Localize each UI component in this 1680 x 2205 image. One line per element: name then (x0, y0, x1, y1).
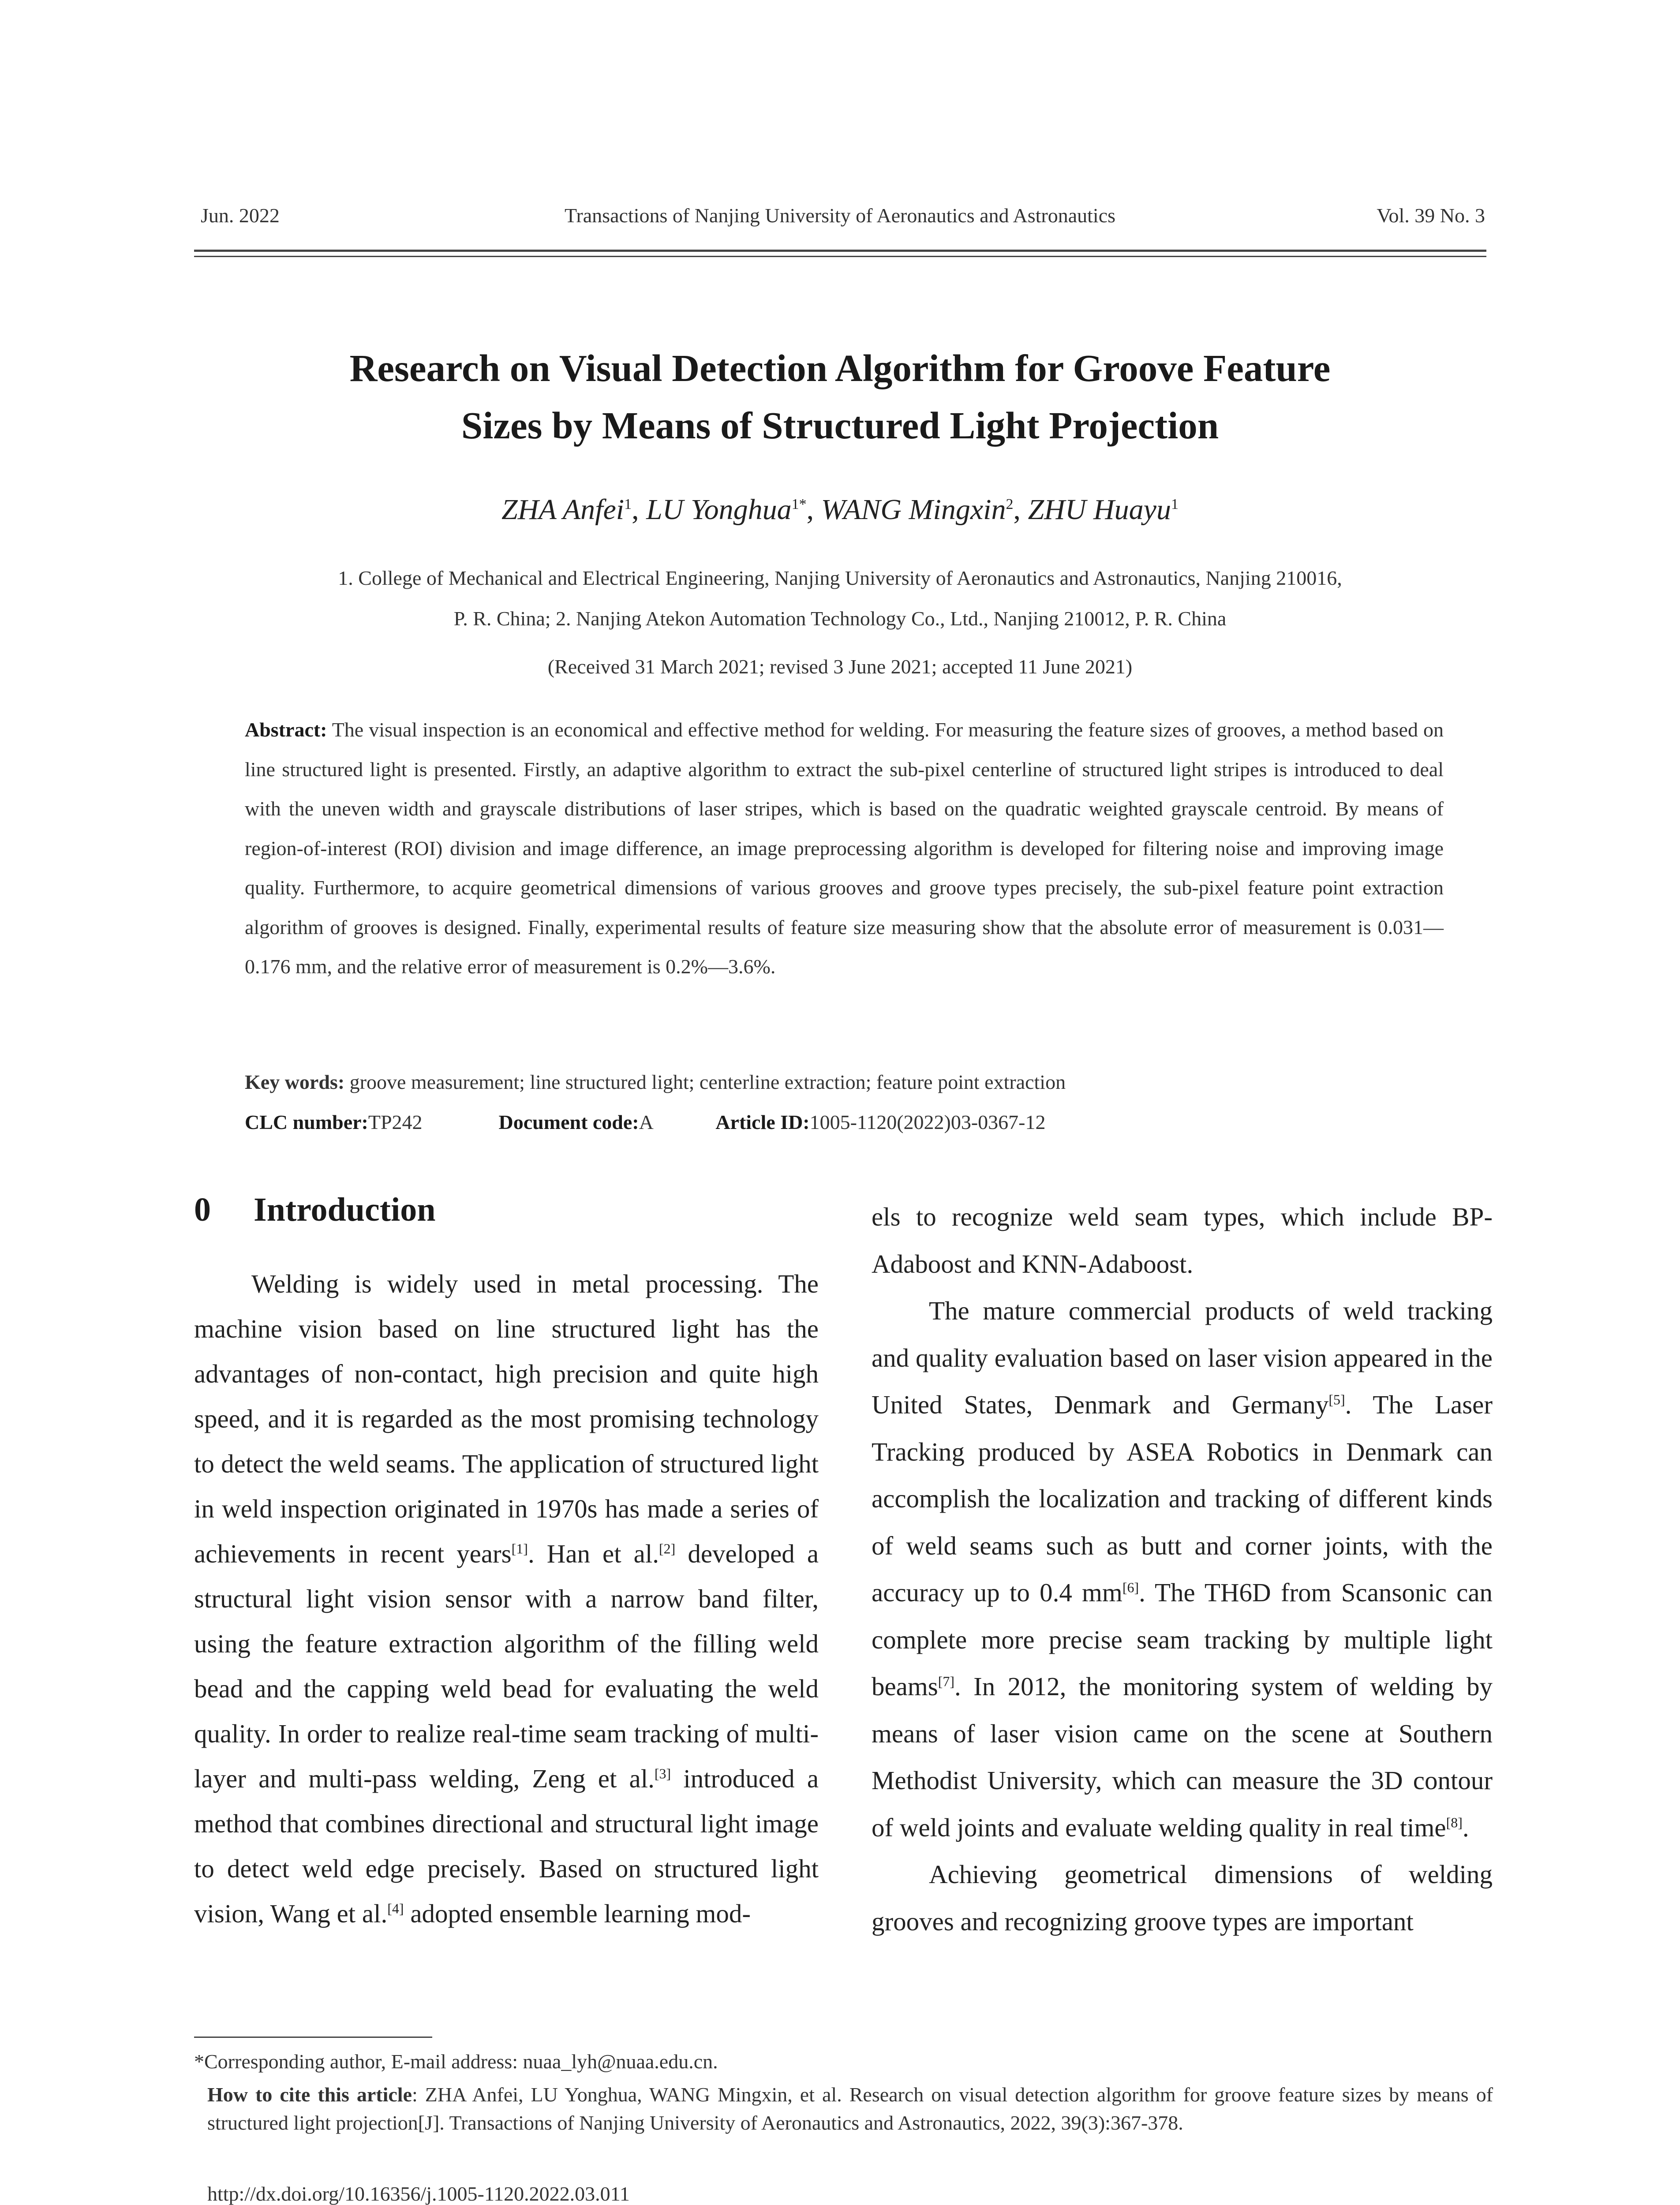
paragraph-text: . The TH6D from Scansonic can complete more precise seam tracking by multiple light beams (872, 1578, 1493, 1701)
document-code-value: A (639, 1111, 653, 1133)
title-line-2: Sizes by Means of Structured Light Projection (461, 404, 1219, 447)
article-id-label: Article ID: (715, 1111, 810, 1133)
header-rule-thin (194, 256, 1486, 257)
section-number: 0 (194, 1191, 211, 1228)
paragraph-text: introduced a method that combines directional and structural light image to detect weld edge precisely. Based on structured light vision, Wang et al. (194, 1764, 819, 1928)
clc-value: TP242 (368, 1111, 423, 1133)
classification-row (245, 1110, 1444, 1134)
affiliations (0, 558, 1680, 639)
author-mark: 2 (1006, 496, 1014, 512)
header-rule-thick (194, 250, 1486, 252)
citation-reference[interactable]: [6] (1122, 1579, 1139, 1596)
clc-label: CLC number: (245, 1111, 368, 1133)
citation-reference[interactable]: [1] (511, 1540, 528, 1557)
footnote-rule (194, 2037, 432, 2038)
paragraph-text: The mature commercial products of weld tracking and quality evaluation based on laser vision appeared in the United States, Denmark and Germany (872, 1296, 1493, 1419)
title-line-1: Research on Visual Detection Algorithm for Groove Feature (349, 347, 1331, 389)
author-list (0, 493, 1680, 527)
abstract (245, 710, 1444, 987)
keywords (245, 1070, 1444, 1094)
author-name: LU Yonghua (646, 493, 792, 526)
header-date: Jun. 2022 (201, 204, 280, 227)
paper-title (0, 340, 1680, 454)
paragraph (194, 1261, 819, 1936)
affiliation-line: 1. College of Mechanical and Electrical Engineering, Nanjing University of Aeronautics and Astronautics, Nanjing 210016, (338, 567, 1342, 589)
article-id-value: 1005-1120(2022)03-0367-12 (809, 1111, 1046, 1133)
paragraph-text: Welding is widely used in metal processing. The machine vision based on line structured light has the advantages of non-contact, high precision and quite high speed, and it is regarded as the most promising technology to detect the weld seams. The application of structured light in weld inspection originated in 1970s has made a series of achievements in recent years (194, 1269, 819, 1568)
author-mark: 1 (1171, 496, 1179, 512)
citation-reference[interactable]: [8] (1446, 1814, 1463, 1830)
paragraph-text: . Han et al. (528, 1539, 659, 1568)
paragraph-text: developed a structural light vision sensor with a narrow band filter, using the feature extraction algorithm of the filling weld bead and the capping weld bead for evaluating the weld quality. In order to realize real-time seam tracking of multi-layer and multi-pass welding, Zeng et al. (194, 1539, 819, 1793)
section-title: Introduction (254, 1191, 436, 1228)
author-mark: 1* (791, 496, 807, 512)
author-name: ZHU Huayu (1028, 493, 1171, 526)
corresponding-author-note: *Corresponding author, E-mail address: nuaa_lyh@nuaa.edu.cn. (194, 2050, 718, 2073)
section-heading (194, 1191, 435, 1229)
paragraph-text: adopted ensemble learning mod- (404, 1899, 751, 1928)
citation-note (207, 2081, 1493, 2137)
citation-reference[interactable]: [4] (387, 1900, 404, 1917)
abstract-text: The visual inspection is an economical and effective method for welding. For measuring the feature sizes of grooves, a method based on line structured light is presented. Firstly, an adaptive algorithm to extract the sub-pixel centerline of structured light stripes is introduced to deal with the uneven width and grayscale distributions of laser stripes, which is based on the quadratic weighted grayscale centroid. By means of region-of-interest (ROI) division and image difference, an image preprocessing algorithm is developed for filtering noise and improving image quality. Furthermore, to acquire geometrical dimensions of various grooves and groove types precisely, the sub-pixel feature point extraction algorithm of grooves is designed. Finally, experimental results of feature size measuring show that the absolute error of measurement is 0.031—0.176 mm, and the relative error of measurement is 0.2%—3.6%. (245, 718, 1444, 978)
paragraph-text: . In 2012, the monitoring system of welding by means of laser vision came on the scene at Southern Methodist University, which can measure the 3D contour of weld joints and evaluate welding quality in real time (872, 1672, 1493, 1842)
paragraph-text: . (1462, 1813, 1469, 1842)
abstract-label: Abstract: (245, 718, 327, 741)
left-column (194, 1261, 819, 1936)
citation-reference[interactable]: [3] (654, 1765, 671, 1782)
header-journal-name: Transactions of Nanjing University of Aeronautics and Astronautics (564, 204, 1116, 227)
paragraph-text: . The Laser Tracking produced by ASEA Robotics in Denmark can accomplish the localization and tracking of different kinds of weld seams such as butt and corner joints, with the accuracy up to 0.4 mm (872, 1390, 1493, 1607)
affiliation-line: P. R. China; 2. Nanjing Atekon Automation Technology Co., Ltd., Nanjing 210012, P. R. China (453, 607, 1227, 630)
document-code-label: Document code: (498, 1111, 639, 1133)
citation-text: : ZHA Anfei, LU Yonghua, WANG Mingxin, et al. Research on visual detection algorithm for groove feature sizes by means of structured light projection[J]. Transactions of Nanjing University of Aeronautics and Astronautics, 2022, 39(3):367-378. (207, 2083, 1493, 2134)
author-mark: 1 (624, 496, 632, 512)
doi-link[interactable]: http://dx.doi.org/10.16356/j.1005-1120.2022.03.011 (207, 2183, 630, 2205)
author-name: ZHA Anfei (501, 493, 625, 526)
keywords-text: groove measurement; line structured light; centerline extraction; feature point extraction (344, 1071, 1066, 1093)
right-column (872, 1193, 1493, 1945)
keywords-label: Key words: (245, 1071, 345, 1093)
header-volume: Vol. 39 No. 3 (1377, 204, 1485, 227)
citation-reference[interactable]: [5] (1328, 1391, 1345, 1408)
author-separator: , (1013, 493, 1028, 526)
author-separator: , (632, 493, 647, 526)
paragraph: els to recognize weld seam types, which include BP-Adaboost and KNN-Adaboost. (872, 1202, 1493, 1278)
paragraph: Achieving geometrical dimensions of welding grooves and recognizing groove types are important (872, 1860, 1493, 1936)
author-separator: , (806, 493, 821, 526)
paragraph (872, 1287, 1493, 1851)
citation-reference[interactable]: [2] (659, 1540, 676, 1557)
received-dates: (Received 31 March 2021; revised 3 June 2021; accepted 11 June 2021) (547, 655, 1133, 678)
citation-label: How to cite this article (207, 2083, 412, 2106)
citation-reference[interactable]: [7] (938, 1673, 955, 1689)
author-name: WANG Mingxin (821, 493, 1006, 526)
